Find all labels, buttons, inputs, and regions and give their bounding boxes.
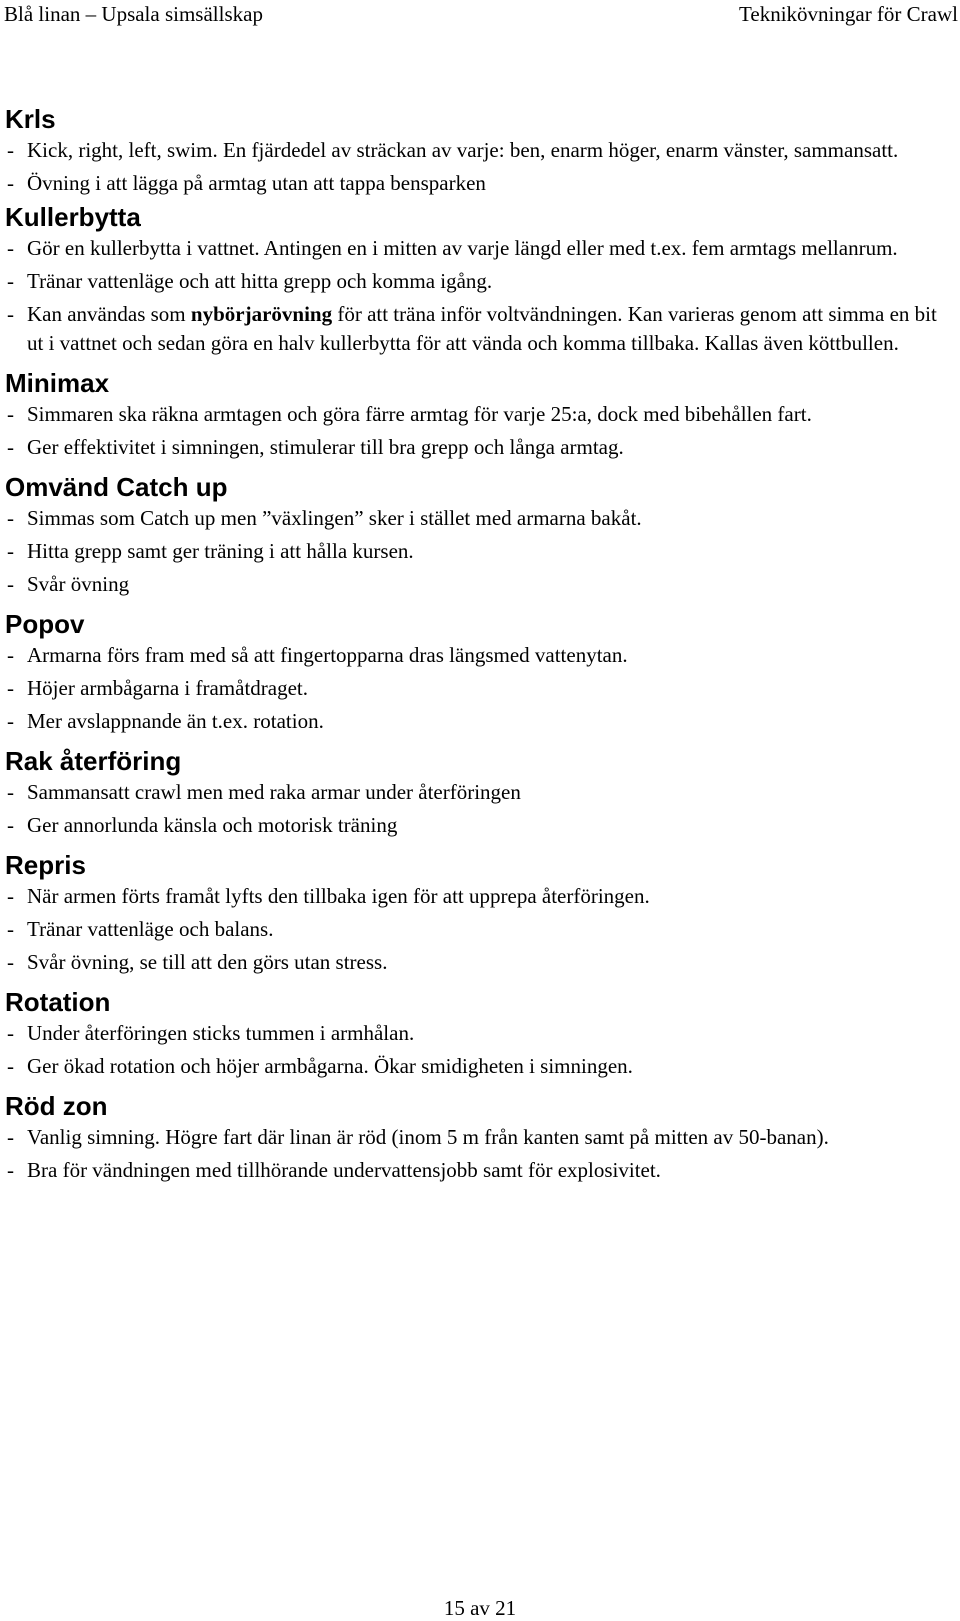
list-item (5, 300, 937, 358)
section-heading: Kullerbytta (5, 202, 141, 232)
list-item-text: Hitta grepp samt ger träning i att hålla kursen. (27, 539, 414, 563)
list-item-text: Simmaren ska räkna armtagen och göra färre armtag för varje 25:a, dock med bibehållen fart. (27, 402, 812, 426)
bullet-dash: - (7, 813, 14, 837)
list-item-text: Övning i att lägga på armtag utan att tappa bensparken (27, 171, 486, 195)
list-item (5, 1123, 937, 1152)
bullet-dash: - (7, 1158, 14, 1182)
list-item (5, 778, 937, 807)
bullet-dash: - (7, 709, 14, 733)
list-item (5, 400, 937, 429)
bullet-dash: - (7, 780, 14, 804)
section-heading: Omvänd Catch up (5, 472, 228, 502)
header-subtitle: Teknikövningar för Crawl (739, 2, 958, 26)
list-item-text: Höjer armbågarna i framåtdraget. (27, 676, 309, 700)
list-item-text: När armen förts framåt lyfts den tillbaka igen för att upprepa återföringen. (27, 884, 650, 908)
section-heading: Röd zon (5, 1091, 108, 1121)
list-item (5, 641, 937, 670)
list-item-text: Simmas som Catch up men ”växlingen” sker i stället med armarna bakåt. (27, 506, 642, 530)
list-item (5, 882, 937, 911)
list-item-text: Sammansatt crawl men med raka armar under återföringen (27, 780, 521, 804)
list-item (5, 504, 937, 533)
list-item-text: Ger annorlunda känsla och motorisk träning (27, 813, 398, 837)
section (5, 609, 960, 736)
emphasis-text: nybörjarövning (190, 302, 333, 326)
section (5, 746, 960, 840)
list-item (5, 267, 937, 296)
bullet-dash: - (7, 884, 14, 908)
bullet-dash: - (7, 269, 14, 293)
bullet-dash: - (7, 539, 14, 563)
bullet-dash: - (7, 138, 14, 162)
section (5, 472, 960, 599)
list-item-text: Ger ökad rotation och höjer armbågarna. Ökar smidigheten i simningen. (27, 1054, 633, 1078)
bullet-dash: - (7, 1021, 14, 1045)
document-body (0, 104, 960, 1189)
section-heading: Rotation (5, 987, 111, 1017)
section (5, 368, 960, 462)
list-item (5, 1156, 937, 1185)
section (5, 987, 960, 1081)
list-item (5, 433, 937, 462)
list-item-text: Svår övning (27, 572, 130, 596)
section (5, 104, 960, 198)
section (5, 202, 960, 358)
list-item (5, 234, 937, 263)
list-item (5, 570, 937, 599)
bullet-dash: - (7, 643, 14, 667)
list-item-text: Under återföringen sticks tummen i armhålan. (27, 1021, 415, 1045)
section-heading: Repris (5, 850, 86, 880)
list-item-text: Svår övning, se till att den görs utan stress. (27, 950, 388, 974)
list-item (5, 169, 937, 198)
list-item-text: Ger effektivitet i simningen, stimulerar till bra grepp och långa armtag. (27, 435, 624, 459)
list-item-text: Vanlig simning. Högre fart där linan är röd (inom 5 m från kanten samt på mitten av 50-banan). (27, 1125, 829, 1149)
list-item (5, 915, 937, 944)
section (5, 850, 960, 977)
list-item-text: Tränar vattenläge och balans. (27, 917, 274, 941)
header-title: Blå linan – Upsala simsällskap (4, 2, 263, 26)
section-heading: Rak återföring (5, 746, 182, 776)
bullet-dash: - (7, 435, 14, 459)
list-item (5, 811, 937, 840)
page-number: 15 av 21 (443, 1596, 517, 1620)
list-item-text: för att träna inför voltvändningen. Kan varieras genom att simma en bit ut i vattnet och sedan göra en halv kullerbytta för att vända och komma tillbaka. Kallas även köttbullen. (27, 302, 937, 355)
list-item-text: Mer avslappnande än t.ex. rotation. (27, 709, 324, 733)
bullet-dash: - (7, 302, 14, 326)
list-item (5, 707, 937, 736)
bullet-dash: - (7, 917, 14, 941)
bullet-dash: - (7, 171, 14, 195)
list-item (5, 136, 937, 165)
list-item (5, 1019, 937, 1048)
section-heading: Krls (5, 104, 56, 134)
list-item-text: Gör en kullerbytta i vattnet. Antingen en i mitten av varje längd eller med t.ex. fem armtags mellanrum. (27, 236, 898, 260)
list-item-text: Kick, right, left, swim. En fjärdedel av sträckan av varje: ben, enarm höger, enarm vänster, sammansatt. (27, 138, 899, 162)
section-heading: Popov (5, 609, 85, 639)
page-header (0, 0, 960, 30)
bullet-dash: - (7, 506, 14, 530)
list-item (5, 674, 937, 703)
bullet-dash: - (7, 950, 14, 974)
bullet-dash: - (7, 236, 14, 260)
list-item (5, 948, 937, 977)
section (5, 1091, 960, 1185)
list-item (5, 1052, 937, 1081)
list-item-text: Kan användas som (27, 302, 191, 326)
bullet-dash: - (7, 676, 14, 700)
list-item-text: Armarna förs fram med så att fingertopparna dras längsmed vattenytan. (27, 643, 628, 667)
bullet-dash: - (7, 1125, 14, 1149)
bullet-dash: - (7, 572, 14, 596)
list-item-text: Tränar vattenläge och att hitta grepp och komma igång. (27, 269, 493, 293)
section-heading: Minimax (5, 368, 110, 398)
list-item (5, 537, 937, 566)
bullet-dash: - (7, 402, 14, 426)
bullet-dash: - (7, 1054, 14, 1078)
list-item-text: Bra för vändningen med tillhörande undervattensjobb samt för explosivitet. (27, 1158, 661, 1182)
